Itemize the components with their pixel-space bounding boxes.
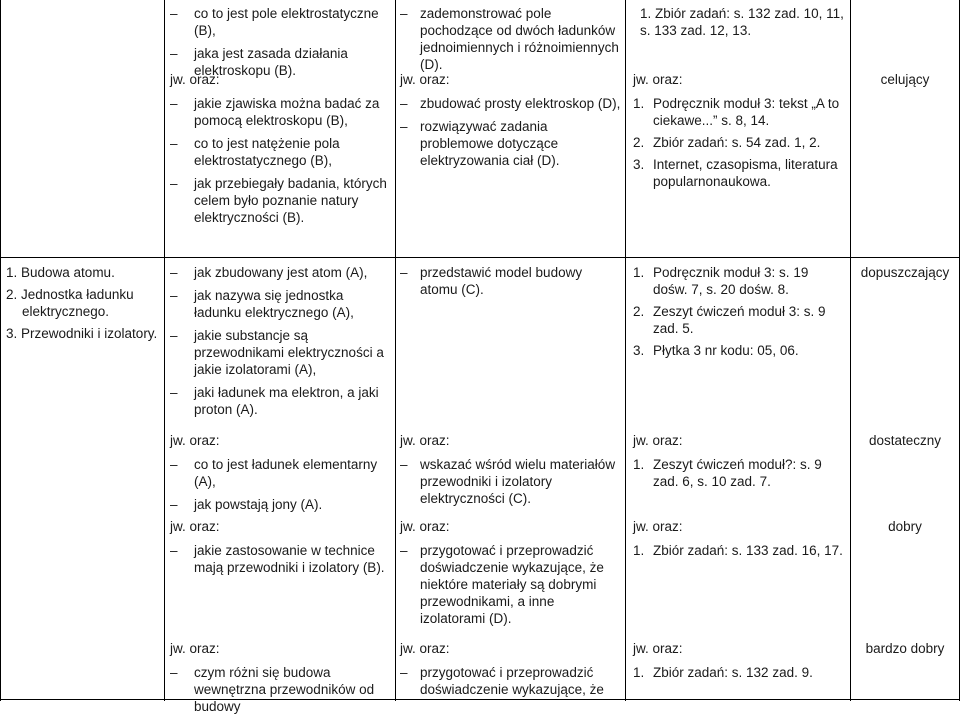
bardzo-dobry-col2 xyxy=(170,640,392,721)
top-col3 xyxy=(400,5,622,79)
grade-dopuszczajacy: dopuszczający xyxy=(860,265,950,280)
list-item: – co to jest natężenie pola elektrostatycznego (B), xyxy=(170,136,340,168)
grade-bardzo-dobry: bardzo dobry xyxy=(865,641,945,656)
jw-oraz-label: jw. oraz: xyxy=(170,433,220,448)
dobry-col3 xyxy=(400,518,622,633)
jw-oraz-label: jw. oraz: xyxy=(633,72,683,87)
dostateczny-col3 xyxy=(400,432,622,513)
jw-oraz-label: jw. oraz: xyxy=(170,72,220,87)
list-item: 3. Internet, czasopisma, literatura popularnonaukowa. xyxy=(633,157,838,189)
list-item: – przygotować i przeprowadzić doświadczenie wykazujące, że xyxy=(400,665,604,697)
list-item: – jaki ładunek ma elektron, a jaki proton (A). xyxy=(170,385,379,417)
list-item: 3. Płytka 3 nr kodu: 05, 06. xyxy=(633,343,799,358)
jw-oraz-label: jw. oraz: xyxy=(633,519,683,534)
list-item: 2. Zbiór zadań: s. 54 zad. 1, 2. xyxy=(633,135,821,150)
list-item: 1. Podręcznik moduł 3: tekst „A to ciekawe...” s. 8, 14. xyxy=(633,96,840,128)
list-item: 1. Zbiór zadań: s. 133 zad. 16, 17. xyxy=(633,543,843,558)
celujacy-col3 xyxy=(400,71,622,175)
list-item: – jak powstają jony (A). xyxy=(170,497,323,512)
bardzo-dobry-col3 xyxy=(400,640,622,704)
list-item: – jakie zastosowanie w technice mają przewodniki i izolatory (B). xyxy=(170,543,385,575)
list-item: – jak zbudowany jest atom (A), xyxy=(170,265,368,280)
dostateczny-col4 xyxy=(633,432,845,495)
list-item: 1. Zbiór zadań: s. 132 zad. 9. xyxy=(633,665,813,680)
list-item: – wskazać wśród wielu materiałów przewodniki i izolatory elektryczności (C). xyxy=(400,457,616,506)
list-item: – jakie substancje są przewodnikami elektryczności a jakie izolatorami (A), xyxy=(170,328,384,377)
jw-oraz-label: jw. oraz: xyxy=(400,433,450,448)
list-item: – jakie zjawiska można badać za pomocą elektroskopu (B), xyxy=(170,96,380,128)
dopuszczajacy-col2 xyxy=(170,264,392,424)
list-item: 2. Zeszyt ćwiczeń moduł 3: s. 9 zad. 5. xyxy=(633,304,826,336)
list-item: – czym różni się budowa wewnętrzna przewodników od budowy xyxy=(170,665,375,714)
topics-col1 xyxy=(6,264,162,342)
list-item: – co to jest ładunek elementarny (A), xyxy=(170,457,378,489)
dopuszczajacy-col3 xyxy=(400,264,622,304)
dobry-col4 xyxy=(633,518,845,564)
bardzo-dobry-col4 xyxy=(633,640,845,686)
jw-oraz-label: jw. oraz: xyxy=(633,433,683,448)
jw-oraz-label: jw. oraz: xyxy=(633,641,683,656)
jw-oraz-label: jw. oraz: xyxy=(170,641,220,656)
dobry-col2 xyxy=(170,518,392,582)
list-item: – jak przebiegały badania, których celem było poznanie natury elektryczności (B). xyxy=(170,176,387,225)
dostateczny-col2 xyxy=(170,432,392,519)
celujacy-col2 xyxy=(170,71,392,232)
list-item: – przygotować i przeprowadzić doświadczenie wykazujące, że niektóre materiały są dobrymi przewodnikami, a inne izolatorami (D). xyxy=(400,543,604,626)
celujacy-col4 xyxy=(633,71,845,195)
list-item: – jak nazywa się jednostka ładunku elektrycznego (A), xyxy=(170,288,354,320)
dopuszczajacy-col4 xyxy=(633,264,845,364)
list-item: – rozwiązywać zadania problemowe dotyczące elektryzowania ciał (D). xyxy=(400,119,560,168)
jw-oraz-label: jw. oraz: xyxy=(400,641,450,656)
list-item: – przedstawić model budowy atomu (C). xyxy=(400,265,583,297)
jw-oraz-label: jw. oraz: xyxy=(400,519,450,534)
list-item: – jaka jest zasada działania elektroskopu (B). xyxy=(170,46,348,78)
list-item: – zbudować prosty elektroskop (D), xyxy=(400,96,621,111)
topic-item: 3. Przewodniki i izolatory. xyxy=(6,326,158,341)
top-col4: 1. Zbiór zadań: s. 132 zad. 10, 11, s. 133 zad. 12, 13. xyxy=(640,6,844,38)
list-item: – co to jest pole elektrostatyczne (B), xyxy=(170,6,379,38)
grade-dobry: dobry xyxy=(888,519,922,534)
jw-oraz-label: jw. oraz: xyxy=(400,72,450,87)
list-item: 1. Zeszyt ćwiczeń moduł?: s. 9 zad. 6, s. 10 zad. 7. xyxy=(633,457,822,489)
list-item: – zademonstrować pole pochodzące od dwóch ładunków jednoimiennych i różnoimiennych (D). xyxy=(400,6,619,72)
grade-dostateczny: dostateczny xyxy=(868,433,942,448)
topic-item: 1. Budowa atomu. xyxy=(6,265,115,280)
list-item: 1. Podręcznik moduł 3: s. 19 dośw. 7, s. 20 dośw. 8. xyxy=(633,265,809,297)
topic-item: 2. Jednostka ładunku elektrycznego. xyxy=(6,287,134,319)
grade-celujacy: celujący xyxy=(880,72,930,87)
jw-oraz-label: jw. oraz: xyxy=(170,519,220,534)
